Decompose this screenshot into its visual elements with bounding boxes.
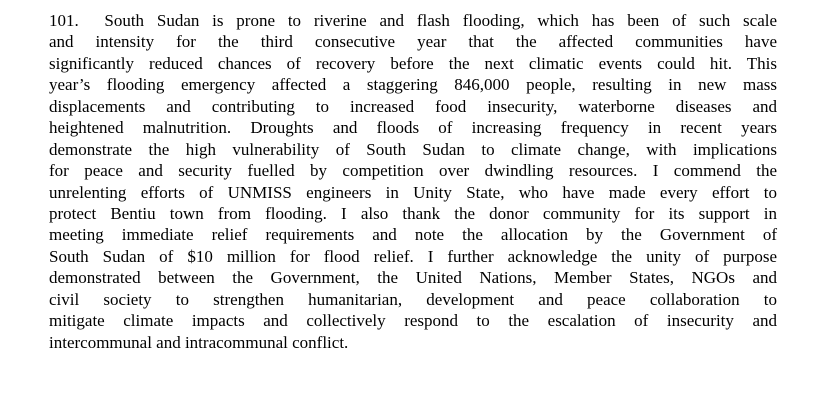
- paragraph-line: heightened malnutrition. Droughts and floods of increasing frequency in recent years: [49, 118, 777, 138]
- paragraph-line: mitigate climate impacts and collectively respond to the escalation of insecurity and: [49, 311, 777, 331]
- paragraph-line: demonstrated between the Government, the United Nations, Member States, NGOs and: [49, 268, 777, 288]
- paragraph-line-last: intercommunal and intracommunal conflict.: [49, 332, 349, 352]
- paragraph-line: year’s flooding emergency affected a staggering 846,000 people, resulting in new mass: [49, 75, 777, 95]
- paragraph-line: protect Bentiu town from flooding. I also thank the donor community for its support in: [49, 203, 777, 223]
- paragraph-line: unrelenting efforts of UNMISS engineers in Unity State, who have made every effort to: [49, 182, 777, 202]
- paragraph-line: displacements and contributing to increased food insecurity, waterborne diseases and: [49, 96, 777, 116]
- paragraph-number: 101.: [49, 11, 79, 30]
- paragraph-line: demonstrate the high vulnerability of South Sudan to climate change, with implications: [49, 139, 777, 159]
- paragraph-101: [49, 10, 777, 353]
- paragraph-line-1: [49, 10, 777, 31]
- paragraph-line-text: South Sudan is prone to riverine and flash flooding, which has been of such scale: [104, 11, 778, 30]
- paragraph-line: significantly reduced chances of recovery before the next climatic events could hit. This: [49, 53, 777, 73]
- paragraph-line: civil society to strengthen humanitarian, development and peace collaboration to: [49, 289, 777, 309]
- paragraph-line: meeting immediate relief requirements and note the allocation by the Government of: [49, 225, 777, 245]
- paragraph-line: for peace and security fuelled by competition over dwindling resources. I commend the: [49, 161, 777, 181]
- paragraph-line: and intensity for the third consecutive year that the affected communities have: [49, 32, 777, 52]
- paragraph-line: South Sudan of $10 million for flood relief. I further acknowledge the unity of purpose: [49, 246, 777, 266]
